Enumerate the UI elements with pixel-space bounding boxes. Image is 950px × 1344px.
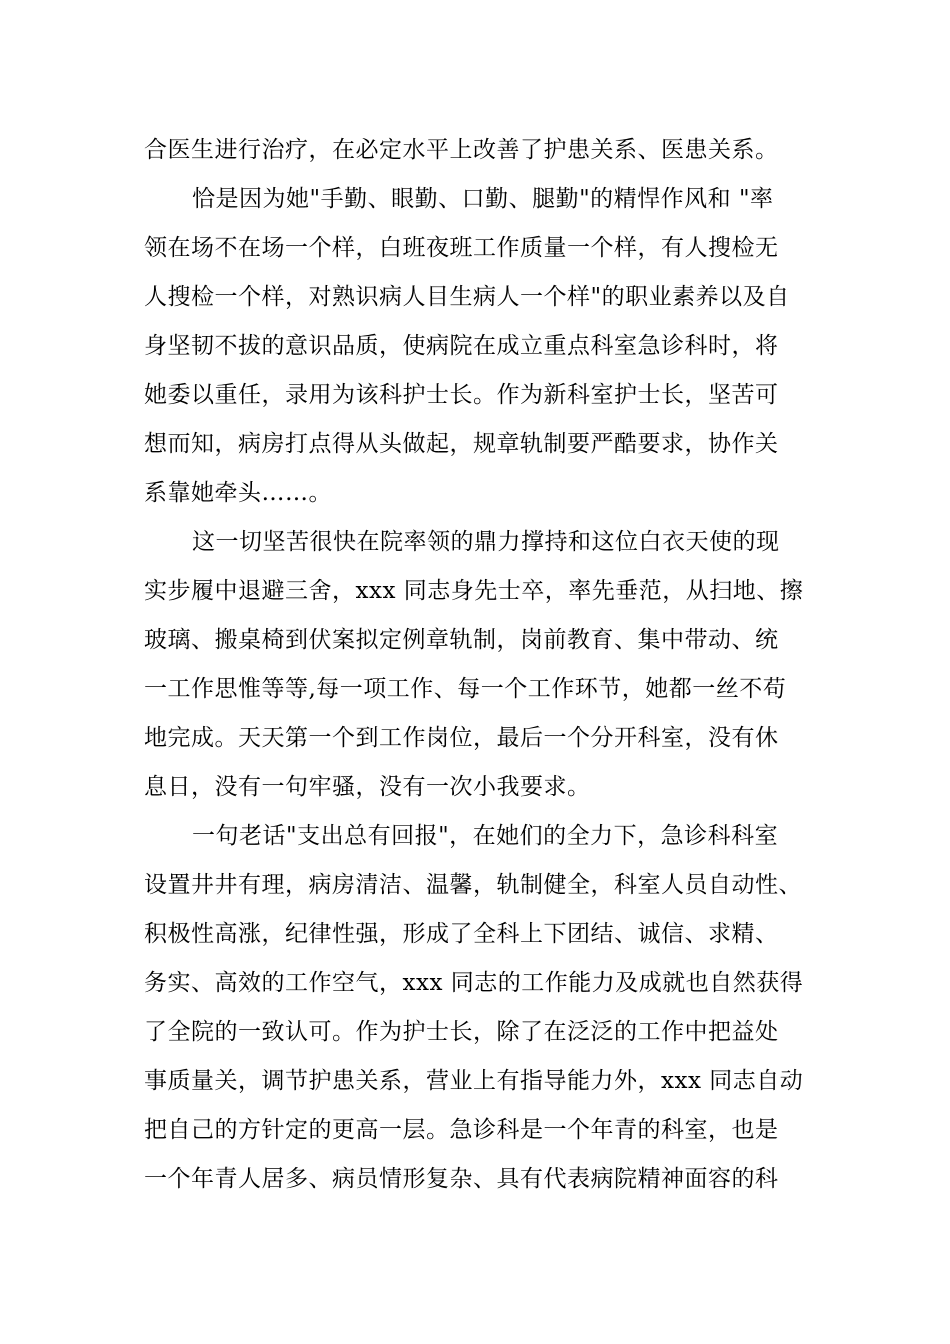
text-line: 息日，没有一句牢骚，没有一次小我要求。 xyxy=(144,774,591,800)
text-line: 了全院的一致认可。作为护士长，除了在泛泛的工作中把益处 xyxy=(144,1019,779,1045)
text-line: 一个年青人居多、病员情形复杂、具有代表病院精神面容的科 xyxy=(144,1166,779,1192)
text-line: 想而知，病房打点得从头做起，规章轨制要严酷要求，协作关 xyxy=(144,431,779,457)
text-line: 设置井井有理，病房清洁、温馨，轨制健全，科室人员自动性、 xyxy=(144,872,802,898)
paragraph-first-line: 这一切坚苦很快在院率领的鼎力撑持和这位白衣天使的现 xyxy=(192,529,780,555)
text-line: 务实、高效的工作空气，xxx 同志的工作能力及成就也自然获得 xyxy=(144,970,804,996)
text-line: 她委以重任，录用为该科护士长。作为新科室护士长，坚苦可 xyxy=(144,382,779,408)
text-line: 事质量关，调节护患关系，营业上有指导能力外，xxx 同志自动 xyxy=(144,1068,804,1094)
text-line: 地完成。天天第一个到工作岗位，最后一个分开科室，没有休 xyxy=(144,725,779,751)
paragraph-first-line: 一句老话"支出总有回报"，在她们的全力下，急诊科科室 xyxy=(192,823,779,849)
paragraph-first-line: 恰是因为她"手勤、眼勤、口勤、腿勤"的精悍作风和 "率 xyxy=(192,186,774,212)
text-line: 一工作思惟等等,每一项工作、每一个工作环节，她都一丝不苟 xyxy=(144,676,787,702)
text-line: 领在场不在场一个样，白班夜班工作质量一个样，有人搜检无 xyxy=(144,235,779,261)
text-line: 积极性高涨，纪律性强，形成了全科上下团结、诚信、求精、 xyxy=(144,921,779,947)
text-line: 人搜检一个样，对熟识病人目生病人一个样"的职业素养以及自 xyxy=(144,284,790,310)
text-line: 系靠她牵头……。 xyxy=(144,480,332,506)
text-line: 玻璃、搬桌椅到伏案拟定例章轨制，岗前教育、集中带动、统 xyxy=(144,627,779,653)
text-line: 合医生进行治疗，在必定水平上改善了护患关系、医患关系。 xyxy=(144,137,779,163)
text-line: 把自己的方针定的更高一层。急诊科是一个年青的科室，也是 xyxy=(144,1117,779,1143)
text-line: 身坚韧不拔的意识品质，使病院在成立重点科室急诊科时，将 xyxy=(144,333,779,359)
text-line: 实步履中退避三舍，xxx 同志身先士卒，率先垂范，从扫地、擦 xyxy=(144,578,804,604)
